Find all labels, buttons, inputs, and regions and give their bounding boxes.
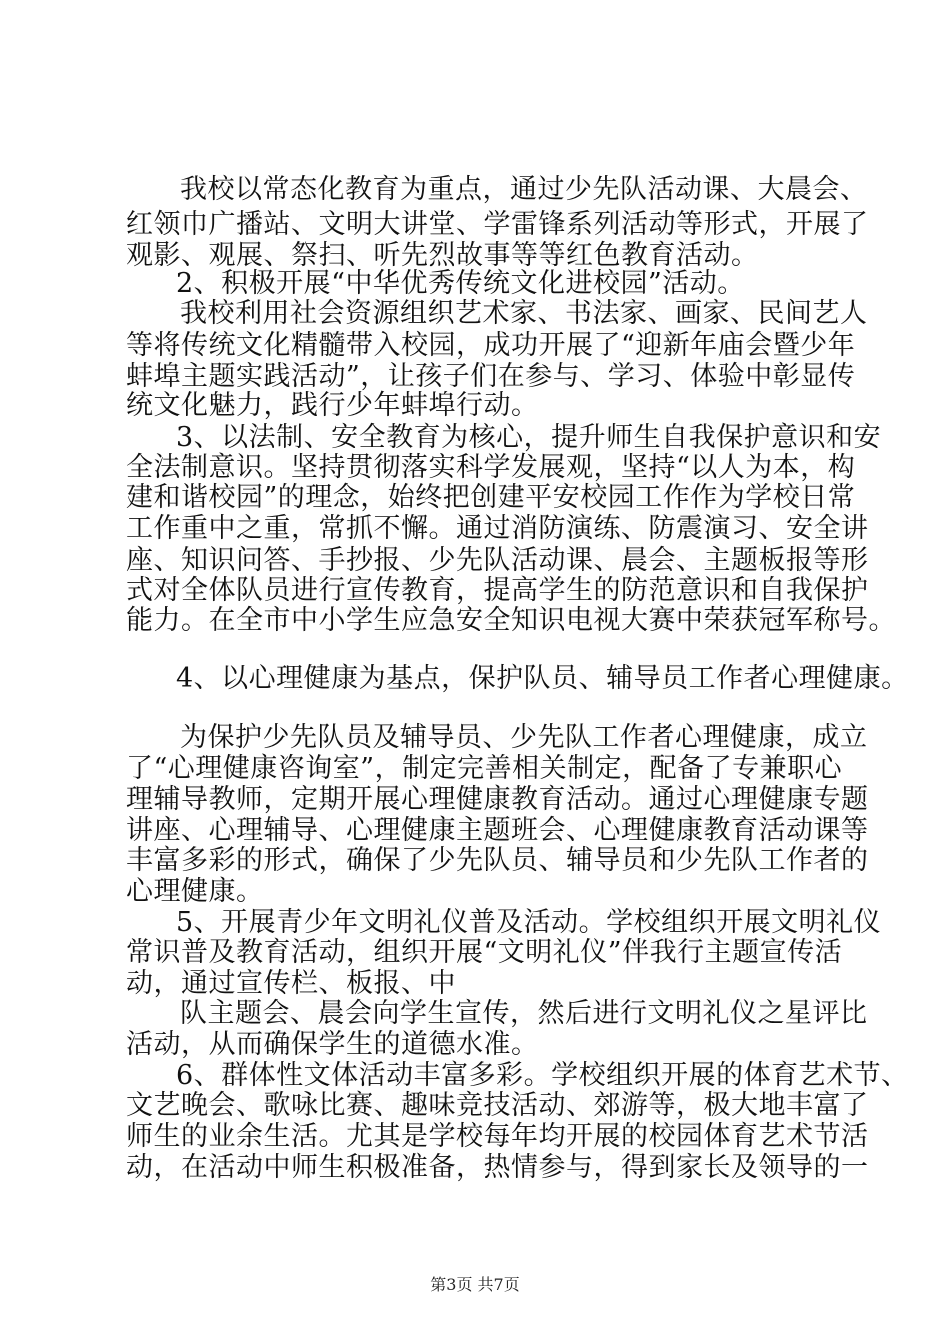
paragraph-line: 动，在活动中师生积极准备，热情参与，得到家长及领导的一 [126, 1152, 869, 1183]
paragraph-line: 师生的业余生活。尤其是学校每年均开展的校园体育艺术节活 [126, 1121, 869, 1152]
paragraph-line: 蚌埠主题实践活动”，让孩子们在参与、学习、体验中彰显传 [126, 361, 856, 392]
paragraph-line: 文艺晚会、歌咏比赛、趣味竞技活动、郊游等，极大地丰富了 [126, 1090, 869, 1121]
paragraph-line: 活动，从而确保学生的道德水准。 [126, 1029, 539, 1060]
paragraph-line: 全法制意识。坚持贯彻落实科学发展观，坚持“以人为本，构 [126, 452, 856, 483]
paragraph-line: 心理健康。 [126, 876, 264, 907]
paragraph-line: 常识普及教育活动，组织开展“文明礼仪”伴我行主题宣传活 [126, 937, 843, 968]
paragraph-line: 能力。在全市中小学生应急安全知识电视大赛中荣获冠军称号。 [126, 605, 896, 636]
paragraph-line: 观影、观展、祭扫、听先烈故事等等红色教育活动。 [126, 240, 759, 271]
paragraph-line: 队主题会、晨会向学生宣传，然后进行文明礼仪之星评比 [180, 998, 868, 1029]
paragraph-line: 建和谐校园”的理念，始终把创建平安校园工作作为学校日常 [126, 482, 856, 513]
section-heading: 4、以心理健康为基点，保护队员、辅导员工作者心理健康。 [176, 663, 909, 694]
paragraph-line: 我校利用社会资源组织艺术家、书法家、画家、民间艺人 [180, 298, 868, 329]
paragraph-line: 动，通过宣传栏、板报、中 [126, 968, 456, 999]
paragraph-line: 等将传统文化精髓带入校园，成功开展了“迎新年庙会暨少年 [126, 330, 856, 361]
section-heading: 5、开展青少年文明礼仪普及活动。学校组织开展文明礼仪 [176, 907, 882, 938]
page-number-footer: 第3页 共7页 [430, 1275, 520, 1294]
section-heading: 6、群体性文体活动丰富多彩。学校组织开展的体育艺术节、 [176, 1060, 909, 1091]
paragraph-line: 讲座、心理辅导、心理健康主题班会、心理健康教育活动课等 [126, 815, 869, 846]
paragraph-line: 式对全体队员进行宣传教育，提高学生的防范意识和自我保护 [126, 575, 869, 606]
paragraph-line: 座、知识问答、手抄报、少先队活动课、晨会、主题板报等形 [126, 545, 869, 576]
paragraph-line: 统文化魅力，践行少年蚌埠行动。 [126, 390, 539, 421]
paragraph-line: 理辅导教师，定期开展心理健康教育活动。通过心理健康专题 [126, 784, 869, 815]
paragraph-line: 3、以法制、安全教育为核心，提升师生自我保护意识和安 [176, 422, 882, 453]
paragraph-line: 了“心理健康咨询室”，制定完善相关制定，配备了专兼职心 [126, 753, 843, 784]
paragraph-line: 我校以常态化教育为重点，通过少先队活动课、大晨会、 [180, 174, 868, 205]
paragraph-line: 为保护少先队员及辅导员、少先队工作者心理健康，成立 [180, 722, 868, 753]
paragraph-line: 工作重中之重，常抓不懈。通过消防演练、防震演习、安全讲 [126, 513, 869, 544]
paragraph-line: 丰富多彩的形式，确保了少先队员、辅导员和少先队工作者的 [126, 845, 869, 876]
paragraph-line: 红领巾广播站、文明大讲堂、学雷锋系列活动等形式，开展了 [126, 209, 869, 240]
section-heading: 2、积极开展“中华优秀传统文化进校园”活动。 [176, 268, 745, 299]
